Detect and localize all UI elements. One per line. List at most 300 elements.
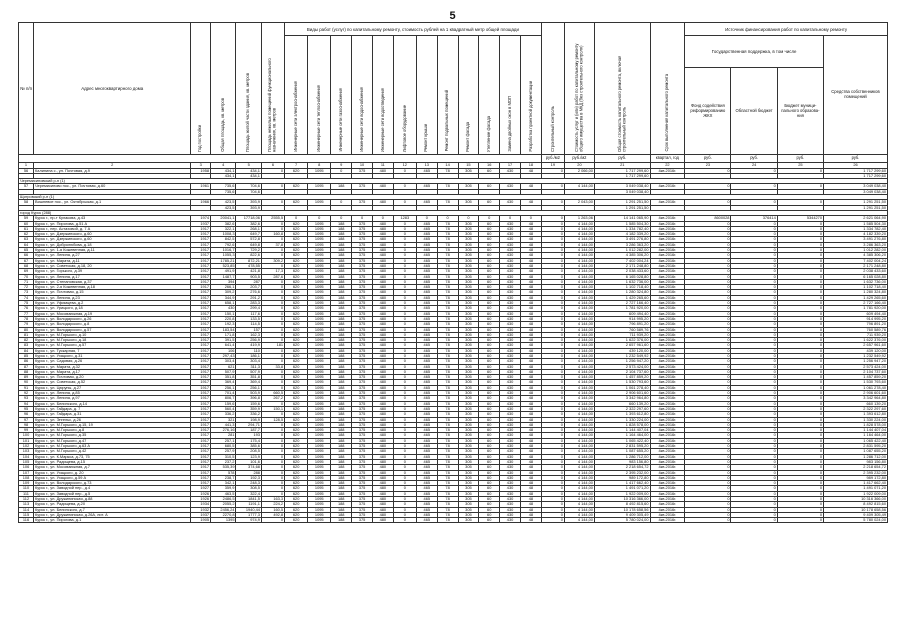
table-cell: 78 [437, 470, 458, 475]
table-cell: 305 [458, 507, 479, 512]
table-cell: 430 [500, 322, 521, 327]
table-cell: 0 [777, 444, 823, 449]
table-cell: 0 [331, 216, 352, 221]
table-cell: 1095 [308, 391, 331, 396]
table-cell: 0 [261, 316, 284, 321]
table-cell: 48 [520, 454, 541, 459]
table-cell: 0 [731, 221, 777, 226]
header-work-insulation: Утепление фасада [479, 36, 500, 155]
table-cell: 430 [500, 417, 521, 422]
table-cell: 620 [285, 449, 308, 454]
table-cell: 1 334 782,40 [594, 226, 650, 231]
table-cell: 305 [458, 338, 479, 343]
table-cell: 0 [731, 258, 777, 263]
table-cell: 188 [331, 396, 352, 401]
table-cell: 4 144,00 [564, 507, 594, 512]
table-cell: 0 [541, 465, 564, 470]
table-cell: 4 144,00 [564, 454, 594, 459]
table-cell: 60 [479, 200, 500, 205]
table-cell: 78 [437, 475, 458, 480]
column-number: 8 [308, 163, 331, 169]
header-financing-group: Источник финансирования работ по капитальному ремонту [685, 23, 888, 36]
table-cell: 1016,7 [211, 248, 236, 253]
table-cell: 91 [19, 385, 34, 390]
table-cell: 1095 [308, 301, 331, 306]
table-cell: 1095 [308, 359, 331, 364]
table-cell: 4 144,00 [564, 258, 594, 263]
table-cell: 1008,3 [211, 232, 236, 237]
table-cell: 0 [261, 369, 284, 374]
table-cell: 159,6 [211, 401, 236, 406]
table-cell: 1095 [308, 502, 331, 507]
table-cell: 281 [211, 433, 236, 438]
table-cell: 48 [520, 385, 541, 390]
table-cell: 1934 [191, 502, 211, 507]
table-cell: 0 [731, 481, 777, 486]
table-cell: 430 [500, 232, 521, 237]
table-cell: 48 [520, 369, 541, 374]
table-cell: 0 [261, 301, 284, 306]
table-cell: 0 [541, 295, 564, 300]
table-cell: 1 164 464,00 [824, 433, 888, 438]
table-cell: 188 [331, 406, 352, 411]
table-cell: 203,7 [236, 285, 261, 290]
table-cell: 375 [352, 200, 373, 205]
table-cell: 382,6 [211, 221, 236, 226]
table-cell: Курск г., ул. Горького, д.39 [34, 269, 191, 274]
table-cell: 0 [685, 168, 731, 173]
table-cell: 620 [285, 274, 308, 279]
table-cell: 983 156,80 [594, 459, 650, 464]
table-cell: 48 [520, 274, 541, 279]
table-cell: 0 [541, 311, 564, 316]
table-cell: 4кв.2016г. [650, 263, 685, 268]
table-cell: 760 589,76 [824, 327, 888, 332]
table-cell: 2 066,00 [564, 168, 594, 173]
table-cell: 375 [352, 311, 373, 316]
table-cell: 305 [458, 438, 479, 443]
table-cell: 78 [437, 391, 458, 396]
table-cell: 188 [331, 258, 352, 263]
table-cell: 56 [19, 168, 34, 173]
table-cell: 115 [19, 512, 34, 517]
table-cell: 0 [393, 184, 416, 189]
table-cell: 465 [416, 438, 437, 443]
table-cell: 620 [285, 322, 308, 327]
table-cell: 4кв.2016г. [650, 322, 685, 327]
table-cell: 78 [437, 237, 458, 242]
table-cell: 113 [19, 502, 34, 507]
table-cell: 465 [416, 226, 437, 231]
table-cell: 48 [520, 301, 541, 306]
table-cell: 305 [458, 263, 479, 268]
table-cell: 305 [458, 444, 479, 449]
table-cell: 4кв.2016г. [650, 380, 685, 385]
table-cell: 78 [437, 380, 458, 385]
table-cell: 0 [541, 364, 564, 369]
table-cell: 94 [19, 401, 34, 406]
table-cell: 430 [500, 449, 521, 454]
table-cell: 430 [500, 364, 521, 369]
table-cell: 60 [479, 454, 500, 459]
table-cell: 188 [331, 290, 352, 295]
table-cell: 430 [500, 385, 521, 390]
table-cell: 0 [777, 438, 823, 443]
table-cell: 48 [520, 475, 541, 480]
table-cell: 305 [458, 285, 479, 290]
table-cell: 60 [479, 306, 500, 311]
table-cell: 48 [520, 438, 541, 443]
table-cell: 1917 [191, 406, 211, 411]
table-cell: 620 [285, 338, 308, 343]
table-cell: 0 [393, 301, 416, 306]
table-cell: Курск г., ул. Марата, д.17 [34, 369, 191, 374]
table-cell: 4 144,00 [564, 338, 594, 343]
table-cell: 116 [19, 518, 34, 523]
table-cell: 188 [331, 263, 352, 268]
table-cell: 78 [437, 316, 458, 321]
table-cell: 382,6 [236, 221, 261, 226]
table-cell: Курск г., ул. Цюрупы, д.27 [34, 385, 191, 390]
table-cell: 0 [777, 359, 823, 364]
table-cell: 60 [479, 444, 500, 449]
table-cell: 842,5 [211, 237, 236, 242]
table-cell: 78 [437, 322, 458, 327]
table-cell: 69 [19, 269, 34, 274]
table-cell: 0 [541, 253, 564, 258]
table-cell: 480 [372, 406, 393, 411]
table-cell: 480 [372, 348, 393, 353]
table-cell: 310,5 [211, 454, 236, 459]
header-total-area: Общая площадь, кв. метров [211, 23, 236, 155]
table-cell: 4кв.2016г. [650, 168, 685, 173]
table-cell: 375 [352, 248, 373, 253]
table-cell: 77 [19, 311, 34, 316]
table-cell: 305 [458, 391, 479, 396]
table-cell: 480 [372, 364, 393, 369]
table-cell: 0 [393, 359, 416, 364]
table-cell: 4кв.2016г. [650, 269, 685, 274]
table-cell: 0 [731, 486, 777, 491]
table-cell: 1917 [191, 348, 211, 353]
table-cell: 283,3 [236, 301, 261, 306]
table-cell: 128,5 [261, 417, 284, 422]
table-cell: 188 [331, 449, 352, 454]
table-cell: 0 [731, 465, 777, 470]
table-cell: 480 [372, 497, 393, 502]
table-cell: Курск г., ул. Мосоваюжная, д.19 [34, 311, 191, 316]
table-cell: 465 [416, 459, 437, 464]
table-cell: 480 [372, 449, 393, 454]
table-cell: 0 [541, 401, 564, 406]
table-cell: 4 144,00 [564, 459, 594, 464]
table-cell: 376414 [731, 216, 777, 221]
header-works-group: Виды работ (услуг) по капитальному ремонту, стоимость рублей на 1 квадратный метр общей площади [285, 23, 542, 36]
table-cell: 0 [777, 449, 823, 454]
table-cell: 480 [372, 301, 393, 306]
table-cell: 4кв.2016г. [650, 417, 685, 422]
table-cell: 491,9 [211, 269, 236, 274]
table-cell: 48 [520, 481, 541, 486]
table-cell: 480 [372, 385, 393, 390]
table-cell: 480 [372, 422, 393, 427]
table-cell: 0 [731, 359, 777, 364]
header-work-electric: Инженерные сети электроснабжения [285, 36, 308, 155]
table-cell: 1095 [308, 348, 331, 353]
table-cell: 0 [541, 226, 564, 231]
table-cell: 0 [731, 327, 777, 332]
table-cell: 0 [393, 385, 416, 390]
table-cell: 465 [416, 316, 437, 321]
table-cell: 48 [520, 428, 541, 433]
table-cell: 0 [685, 491, 731, 496]
table-cell: 478,55 [236, 263, 261, 268]
table-cell: 2 573 424,00 [824, 364, 888, 369]
table-cell: 375 [352, 512, 373, 517]
table-cell: 305 [458, 449, 479, 454]
table-cell: 78 [437, 221, 458, 226]
table-cell: 0 [731, 338, 777, 343]
table-cell: 465 [416, 248, 437, 253]
table-cell: 87 [19, 364, 34, 369]
table-cell: 79 [19, 322, 34, 327]
table-cell: 4 144,00 [564, 353, 594, 358]
table-cell: 375 [352, 316, 373, 321]
table-cell: 0 [541, 168, 564, 173]
table-cell: 60 [479, 481, 500, 486]
table-cell: 0 [777, 269, 823, 274]
table-cell: 1917 [191, 242, 211, 247]
table-cell: 0 [393, 422, 416, 427]
table-cell: 60 [479, 232, 500, 237]
table-cell: 465 [416, 475, 437, 480]
header-regional: Областной бюджет [731, 68, 777, 155]
table-cell: 0 [731, 253, 777, 258]
table-cell: 480 [372, 168, 393, 173]
column-number: 15 [458, 163, 479, 169]
table-cell: 188 [331, 311, 352, 316]
table-cell: 620 [285, 232, 308, 237]
table-cell: 103 [19, 449, 34, 454]
table-cell: 4 144,00 [564, 438, 594, 443]
table-cell: 4кв.2016г. [650, 200, 685, 205]
table-cell: 9 409 305,49 [824, 512, 888, 517]
table-cell: 465 [416, 369, 437, 374]
table-cell: 20041,1 [211, 216, 236, 221]
table-cell: 188 [331, 332, 352, 337]
table-cell: 48 [520, 486, 541, 491]
table-cell: 375 [352, 364, 373, 369]
table-cell: 48 [520, 391, 541, 396]
table-cell: 620 [285, 343, 308, 348]
table-cell: 48 [520, 433, 541, 438]
table-cell: 60 [19, 221, 34, 226]
table-cell: 1937 [191, 221, 211, 226]
table-cell: 480 [372, 263, 393, 268]
table-cell: 465 [416, 375, 437, 380]
table-cell: 0 [777, 248, 823, 253]
table-cell: 78 [437, 232, 458, 237]
header-deadline: Срок выполнения капитального ремонта [650, 23, 685, 155]
table-cell: 305 [458, 465, 479, 470]
table-cell: 0 [541, 332, 564, 337]
table-cell: 4 144,00 [564, 412, 594, 417]
table-cell: 248,3 [236, 481, 261, 486]
table-cell: 0 [541, 444, 564, 449]
table-cell: 0 [777, 396, 823, 401]
table-cell: 375 [352, 301, 373, 306]
table-cell: 0 [777, 497, 823, 502]
table-cell: Курск г., ул. М.Горького, д.57 [34, 343, 191, 348]
page-number: 5 [449, 10, 456, 22]
table-cell: 1095 [308, 311, 331, 316]
table-cell: 620 [285, 385, 308, 390]
subtotal-cell: 1 291 251,50 [824, 205, 888, 210]
table-cell: 0 [777, 391, 823, 396]
table-cell: 430 [500, 444, 521, 449]
table-cell: 480 [372, 311, 393, 316]
table-cell: 0 [261, 311, 284, 316]
table-cell: 480 [372, 237, 393, 242]
table-cell: 375 [352, 433, 373, 438]
table-cell: 0 [261, 359, 284, 364]
table-cell: 1095 [308, 237, 331, 242]
table-cell: 1095 [308, 369, 331, 374]
table-cell: 1095 [308, 375, 331, 380]
table-cell: 1095 [308, 263, 331, 268]
table-cell: 465 [416, 470, 437, 475]
table-cell: 188 [331, 269, 352, 274]
table-cell: 4кв.2016г. [650, 369, 685, 374]
table-cell: 0 [685, 279, 731, 284]
table-cell: 60 [479, 502, 500, 507]
table-cell: 3 491 276,80 [824, 237, 888, 242]
table-cell: 0 [541, 258, 564, 263]
table-cell: 1917 [191, 327, 211, 332]
table-cell: 375 [352, 258, 373, 263]
table-cell: 430 [500, 375, 521, 380]
table-cell: 480 [372, 295, 393, 300]
column-number: 14 [437, 163, 458, 169]
table-cell: Курск г., пр-т Кулакова, д.43 [34, 216, 191, 221]
table-cell: 1 087 655,20 [594, 449, 650, 454]
table-cell: 1095 [308, 428, 331, 433]
table-cell: 480 [372, 248, 393, 253]
table-cell: 439 120,00 [594, 348, 650, 353]
table-cell: 4кв.2016г. [650, 428, 685, 433]
table-cell: 375 [352, 422, 373, 427]
table-cell: 0 [731, 406, 777, 411]
table-cell: 2 727 166,40 [824, 301, 888, 306]
table-cell: 4кв.2016г. [650, 444, 685, 449]
table-cell: 1 232 549,92 [824, 353, 888, 358]
table-cell: 0 [393, 465, 416, 470]
table-cell: 0 [685, 364, 731, 369]
table-cell: 480 [372, 369, 393, 374]
table-cell: 620 [285, 481, 308, 486]
table-cell: 375 [352, 428, 373, 433]
table-cell: 375 [352, 343, 373, 348]
table-cell: 159,6 [236, 401, 261, 406]
table-cell: 105 [19, 459, 34, 464]
table-cell: 48 [520, 184, 541, 189]
table-cell: 0 [541, 475, 564, 480]
table-cell: 1095 [308, 497, 331, 502]
table-cell: 465 [416, 327, 437, 332]
header-fund: Фонд содействия реформированию ЖКХ [685, 68, 731, 155]
table-cell: 305 [458, 454, 479, 459]
table-cell: Курск г., ул. Садовая, д.26 [34, 359, 191, 364]
table-cell: 188 [331, 454, 352, 459]
table-cell: 1487,7 [211, 274, 236, 279]
table-cell: 1 256 947,20 [594, 359, 650, 364]
table-cell: 0 [777, 295, 823, 300]
table-cell: 465 [416, 253, 437, 258]
table-cell: 4 144,00 [564, 475, 594, 480]
table-cell: 305 [458, 459, 479, 464]
table-cell: 1095 [308, 470, 331, 475]
table-cell: 1 330 224,00 [824, 417, 888, 422]
header-work-facade: Ремонт фасада [458, 36, 479, 155]
table-cell: 1 632 736,00 [824, 279, 888, 284]
table-cell: Курск г., ул. Володарского, д.8 [34, 322, 191, 327]
table-cell: 181 [261, 343, 284, 348]
table-cell: 4кв.2016г. [650, 285, 685, 290]
table-cell: Курск г., ул. М.Горького, д.15, 19 [34, 422, 191, 427]
column-number: 26 [824, 163, 888, 169]
table-cell: 101 [19, 438, 34, 443]
table-cell: 2 657 961,60 [594, 343, 650, 348]
table-cell: 1 012 282,00 [824, 248, 888, 253]
table-cell: 0 [685, 274, 731, 279]
table-cell: Курск г., ул. Тускарная, 7 [34, 348, 191, 353]
table-cell: 60 [479, 348, 500, 353]
table-cell: Курск г., ул. Заводной пер., д.4 [34, 486, 191, 491]
table-cell: 305 [458, 332, 479, 337]
table-cell: 1 828 578,00 [824, 422, 888, 427]
table-cell: 620 [285, 263, 308, 268]
table-cell: Курск г., ул. Ленина, д.17 [34, 274, 191, 279]
table-cell: 523,85 [211, 263, 236, 268]
table-cell: 60 [479, 184, 500, 189]
table-cell: Курск г., ул. Мосоваюжная, д.7 [34, 465, 191, 470]
table-cell: 78 [437, 279, 458, 284]
table-cell: 208,5 [236, 449, 261, 454]
table-cell: 1917 [191, 422, 211, 427]
table-cell: 480 [372, 221, 393, 226]
table-cell: 112 [19, 497, 34, 502]
table-cell: 480 [372, 285, 393, 290]
table-cell: 0 [541, 512, 564, 517]
table-cell: 48 [520, 258, 541, 263]
table-cell: 305 [458, 369, 479, 374]
table-cell: 0 [541, 422, 564, 427]
table-cell: 4 182 339,20 [594, 232, 650, 237]
table-cell: Курск г., ул. Володарского, д.57 [34, 327, 191, 332]
table-cell: 0 [393, 369, 416, 374]
table-cell: 0 [685, 301, 731, 306]
table-cell: 78 [437, 518, 458, 523]
table-cell: Курск г., ул. Марата, д.11 [34, 258, 191, 263]
table-cell: 351,8 [211, 375, 236, 380]
table-cell: 393,9 [236, 200, 261, 205]
table-cell: 305 [458, 348, 479, 353]
table-cell: 237,2 [211, 459, 236, 464]
table-cell: 0 [731, 454, 777, 459]
table-cell: 375 [352, 285, 373, 290]
table-cell: 375 [352, 221, 373, 226]
table-cell: 60 [479, 422, 500, 427]
